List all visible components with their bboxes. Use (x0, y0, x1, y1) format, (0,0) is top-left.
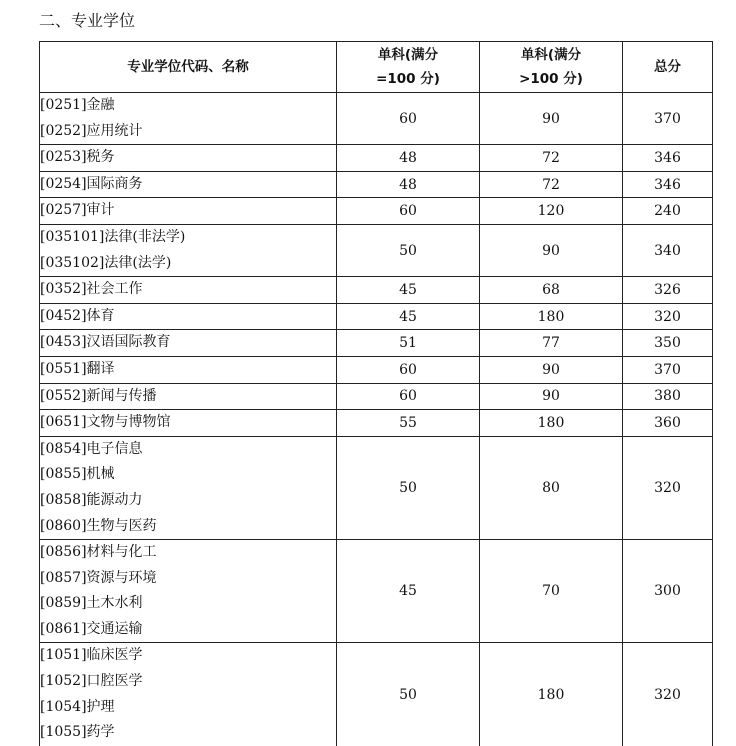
major-name-cell (40, 198, 337, 225)
major-name: [0254]国际商务 (40, 175, 143, 192)
total-score: 346 (623, 145, 713, 172)
total-score: 300 (623, 540, 713, 643)
single-over-100-score: 77 (480, 330, 623, 357)
major-name-cell (40, 410, 337, 437)
header-text: 单科(满分 (520, 47, 582, 63)
major-name: [035101]法律(非法学) (40, 228, 186, 245)
major-name: [0253]税务 (40, 149, 115, 166)
header-text: 专业学位代码、名称 (127, 59, 249, 75)
single-over-100-score: 180 (480, 410, 623, 437)
major-name: [0860]生物与医药 (40, 517, 157, 534)
major-name-cell (40, 436, 337, 539)
table-row (40, 277, 713, 304)
single-over-100-score: 90 (480, 224, 623, 276)
table-row (40, 643, 713, 746)
score-table (39, 41, 713, 746)
major-name-cell (40, 145, 337, 172)
total-score: 320 (623, 643, 713, 746)
total-score: 350 (623, 330, 713, 357)
total-score: 240 (623, 198, 713, 225)
header-text: 总分 (654, 59, 681, 75)
major-name-cell (40, 171, 337, 198)
major-name: [1052]口腔医学 (40, 673, 143, 690)
single-100-score: 60 (337, 356, 480, 383)
major-name-cell (40, 643, 337, 746)
table-header-row (40, 42, 713, 93)
header-total (623, 42, 713, 93)
major-name: [0856]材料与化工 (40, 544, 157, 561)
single-100-score: 60 (337, 383, 480, 410)
table-row (40, 224, 713, 276)
single-100-score: 45 (337, 303, 480, 330)
table-row (40, 540, 713, 643)
table-row (40, 198, 713, 225)
single-100-score: 60 (337, 93, 480, 145)
major-name-cell (40, 330, 337, 357)
header-text: >100 分) (519, 71, 583, 87)
single-over-100-score: 180 (480, 303, 623, 330)
major-name: [0452]体育 (40, 307, 115, 324)
major-name-cell (40, 224, 337, 276)
major-name-cell (40, 356, 337, 383)
major-name: [0552]新闻与传播 (40, 387, 157, 404)
table-body (40, 93, 713, 746)
single-100-score: 51 (337, 330, 480, 357)
single-over-100-score: 80 (480, 436, 623, 539)
major-name: [1055]药学 (40, 724, 115, 741)
total-score: 360 (623, 410, 713, 437)
single-over-100-score: 72 (480, 145, 623, 172)
single-100-score: 50 (337, 643, 480, 746)
major-name-cell (40, 277, 337, 304)
single-100-score: 55 (337, 410, 480, 437)
single-over-100-score: 90 (480, 383, 623, 410)
table-row (40, 330, 713, 357)
major-name: [0857]资源与环境 (40, 569, 157, 586)
major-name: [0352]社会工作 (40, 281, 143, 298)
single-over-100-score: 90 (480, 356, 623, 383)
single-100-score: 48 (337, 171, 480, 198)
major-name: [1051]临床医学 (40, 647, 143, 664)
single-over-100-score: 68 (480, 277, 623, 304)
header-text: 单科(满分 (377, 47, 439, 63)
single-100-score: 60 (337, 198, 480, 225)
table-row (40, 436, 713, 539)
total-score: 346 (623, 171, 713, 198)
major-name: [0854]电子信息 (40, 440, 143, 457)
header-text: =100 分) (376, 71, 440, 87)
header-single-over-100 (480, 42, 623, 93)
major-name: [035102]法律(法学) (40, 254, 172, 271)
total-score: 326 (623, 277, 713, 304)
major-name-cell (40, 93, 337, 145)
single-over-100-score: 180 (480, 643, 623, 746)
total-score: 380 (623, 383, 713, 410)
single-100-score: 50 (337, 224, 480, 276)
major-name: [0855]机械 (40, 466, 115, 483)
major-name: [0252]应用统计 (40, 122, 143, 139)
single-100-score: 45 (337, 277, 480, 304)
total-score: 370 (623, 356, 713, 383)
section-title: 二、专业学位 (39, 11, 136, 30)
major-name: [0861]交通运输 (40, 620, 143, 637)
total-score: 370 (623, 93, 713, 145)
single-over-100-score: 70 (480, 540, 623, 643)
major-name: [0257]审计 (40, 202, 115, 219)
single-100-score: 48 (337, 145, 480, 172)
total-score: 340 (623, 224, 713, 276)
table-row (40, 145, 713, 172)
header-single-100 (337, 42, 480, 93)
table-row (40, 93, 713, 145)
major-name: [0551]翻译 (40, 360, 115, 377)
header-major-name (40, 42, 337, 93)
single-over-100-score: 72 (480, 171, 623, 198)
single-over-100-score: 120 (480, 198, 623, 225)
major-name-cell (40, 383, 337, 410)
single-over-100-score: 90 (480, 93, 623, 145)
major-name-cell (40, 540, 337, 643)
major-name: [1054]护理 (40, 698, 115, 715)
major-name: [0859]土木水利 (40, 595, 143, 612)
table-row (40, 356, 713, 383)
single-100-score: 45 (337, 540, 480, 643)
table-row (40, 410, 713, 437)
single-100-score: 50 (337, 436, 480, 539)
major-name: [0453]汉语国际教育 (40, 334, 171, 351)
table-row (40, 171, 713, 198)
major-name: [0251]金融 (40, 97, 115, 113)
table-row (40, 383, 713, 410)
table-row (40, 303, 713, 330)
major-name: [0858]能源动力 (40, 491, 143, 508)
total-score: 320 (623, 303, 713, 330)
total-score: 320 (623, 436, 713, 539)
major-name-cell (40, 303, 337, 330)
major-name: [0651]文物与博物馆 (40, 414, 171, 431)
